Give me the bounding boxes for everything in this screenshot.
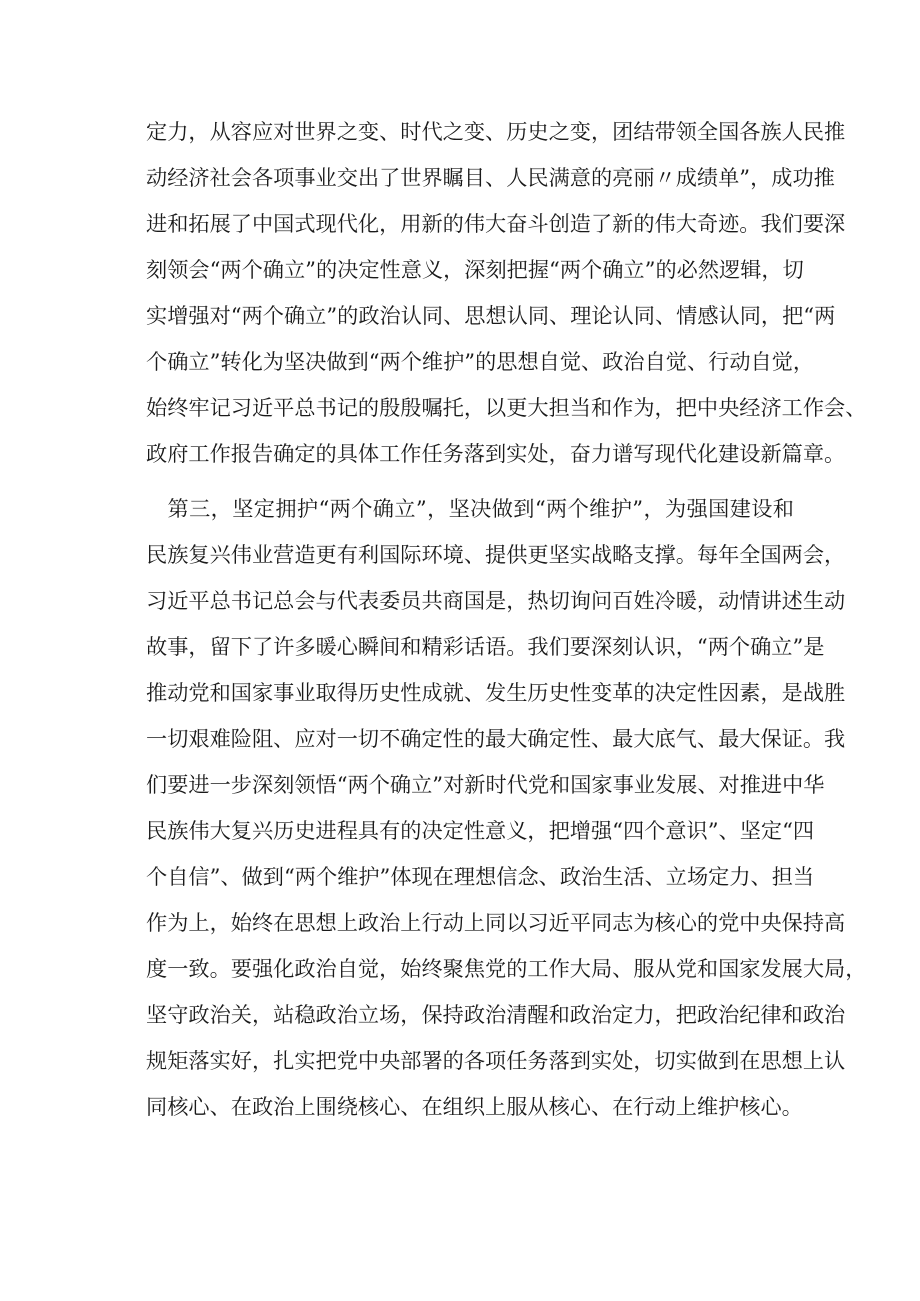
text-line: 度一致。要强化政治自觉，始终聚焦党的工作大局、服从党和国家发展大局，	[146, 956, 867, 981]
text-line: 定力，从容应对世界之变、时代之变、历史之变，团结带领全国各族人民推	[146, 119, 846, 144]
text-line: 进和拓展了中国式现代化，用新的伟大奋斗创造了新的伟大奇迹。我们要深	[146, 211, 846, 236]
text-line: 民族复兴伟业营造更有利国际环境、提供更坚实战略支撑。每年全国两会，	[146, 542, 846, 567]
paragraph-third	[146, 486, 867, 1130]
text-line: 始终牢记习近平总书记的殷殷嘱托，以更大担当和作为，把中央经济工作会、	[146, 395, 867, 420]
text-line: 刻领会“两个确立”的决定性意义，深刻把握“两个确立”的必然逻辑，切	[146, 257, 804, 282]
text-line: 同核心、在政治上围绕核心、在组织上服从核心、在行动上维护核心。	[146, 1094, 803, 1119]
text-line: 民族伟大复兴历史进程具有的决定性意义，把增强“四个意识”、坚定“四	[146, 818, 815, 843]
text-line: 政府工作报告确定的具体工作任务落到实处，奋力谱写现代化建设新篇章。	[146, 441, 846, 466]
paragraph-continuation	[146, 109, 867, 477]
text-line: 第三，坚定拥护“两个确立”，坚决做到“两个维护”，为强国建设和	[146, 496, 794, 521]
text-line: 故事，留下了许多暖心瞬间和精彩话语。我们要深刻认识，“两个确立”是	[146, 634, 825, 659]
text-line: 们要进一步深刻领悟“两个确立”对新时代党和国家事业发展、对推进中华	[146, 772, 825, 797]
text-line: 推动党和国家事业取得历史性成就、发生历史性变革的决定性因素，是战胜	[146, 680, 846, 705]
text-line: 规矩落实好，扎实把党中央部署的各项任务落到实处，切实做到在思想上认	[146, 1048, 846, 1073]
body-text	[146, 109, 867, 1130]
text-line: 习近平总书记总会与代表委员共商国是，热切询问百姓冷暖，动情讲述生动	[146, 588, 846, 613]
text-line: 实增强对“两个确立”的政治认同、思想认同、理论认同、情感认同，把“两	[146, 303, 836, 328]
text-line: 个自信”、做到“两个维护”体现在理想信念、政治生活、立场定力、担当	[146, 864, 815, 889]
text-line: 动经济社会各项事业交出了世界瞩目、人民满意的亮丽〃成绩单”，成功推	[146, 165, 835, 190]
text-line: 作为上，始终在思想上政治上行动上同以习近平同志为核心的党中央保持高	[146, 910, 846, 935]
text-line: 坚守政治关，站稳政治立场，保持政治清醒和政治定力，把政治纪律和政治	[146, 1002, 846, 1027]
text-line: 个确立”转化为坚决做到“两个维护”的思想自觉、政治自觉、行动自觉，	[146, 349, 815, 374]
text-line: 一切艰难险阻、应对一切不确定性的最大确定性、最大底气、最大保证。我	[146, 726, 846, 751]
